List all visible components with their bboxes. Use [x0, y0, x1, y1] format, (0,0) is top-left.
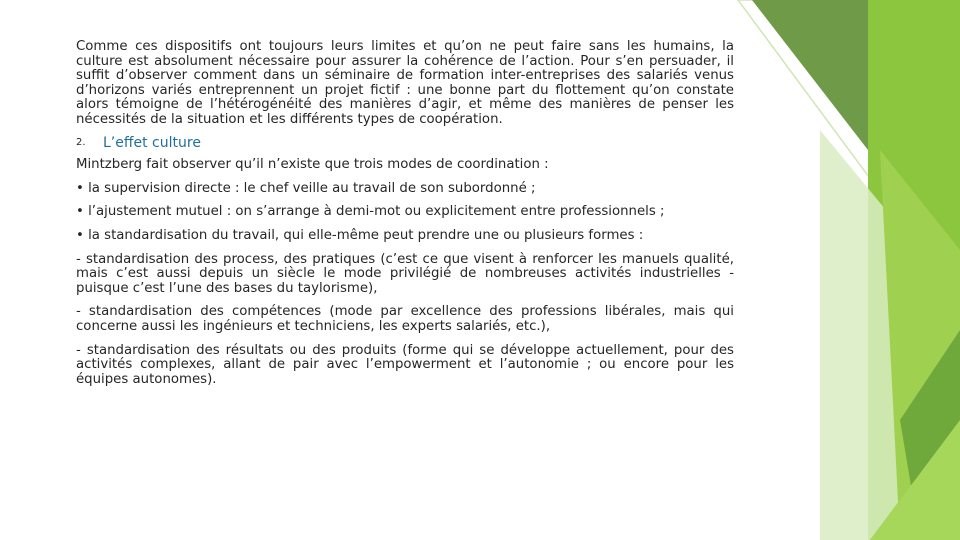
- section-title: L’effet culture: [103, 134, 201, 151]
- facet-bright-corner: [870, 420, 960, 540]
- bullet-item: • la supervision directe : le chef veille au travail de son subordonné ;: [76, 180, 536, 196]
- facet-green-right: [868, 0, 960, 540]
- slide-body: [76, 40, 734, 396]
- section-heading: [76, 136, 734, 151]
- bullet-item: • la standardisation du travail, qui elle-même peut prendre une ou plusieurs formes :: [76, 227, 644, 243]
- facet-light-outline: [738, 0, 960, 300]
- bullet-item: • l’ajustement mutuel : on s’arrange à demi-mot ou explicitement entre professionnels ;: [76, 204, 665, 220]
- intro-paragraph: Comme ces dispositifs ont toujours leurs limites et qu’on ne peut faire sans les humains, la culture est absolument nécessaire pour assurer la cohérence de l’action. Pour s’en persuader, il suffit d’observer comment dans un séminaire de formation inter-entreprises des salariés venus d’horizons variés entreprennent un projet fictif : une bonne part du flottement qu’on constate alors témoigne de l’hétérogénéité des manières d’agir, et même des manières de penser les nécessités de la situation et les différents types de coopération.: [76, 39, 734, 127]
- facet-dark-top: [752, 0, 868, 150]
- lead-paragraph: Mintzberg fait observer qu’il n’existe que trois modes de coordination :: [76, 157, 549, 173]
- facet-mid: [880, 150, 960, 540]
- dash-item: - standardisation des process, des pratiques (c’est ce que visent à renforcer les manuels qualité, mais c’est aussi depuis un siècle le mode privilégié de nombreuses activités industrielles - puisque c’est l’une des bases du taylorisme),: [76, 251, 734, 296]
- dash-item: - standardisation des compétences (mode par excellence des professions libérales, mais qui concerne aussi les ingénieurs et techniciens, les experts salariés, etc.),: [76, 304, 734, 334]
- section-number: 2.: [76, 136, 86, 148]
- facet-dark-corner: [900, 330, 960, 540]
- facet-pale: [820, 130, 960, 540]
- dash-item: - standardisation des résultats ou des produits (forme qui se développe actuellement, pour des activités complexes, allant de pair avec l’empowerment et l’autonomie ; ou encore pour les équipes autonomes).: [76, 342, 734, 387]
